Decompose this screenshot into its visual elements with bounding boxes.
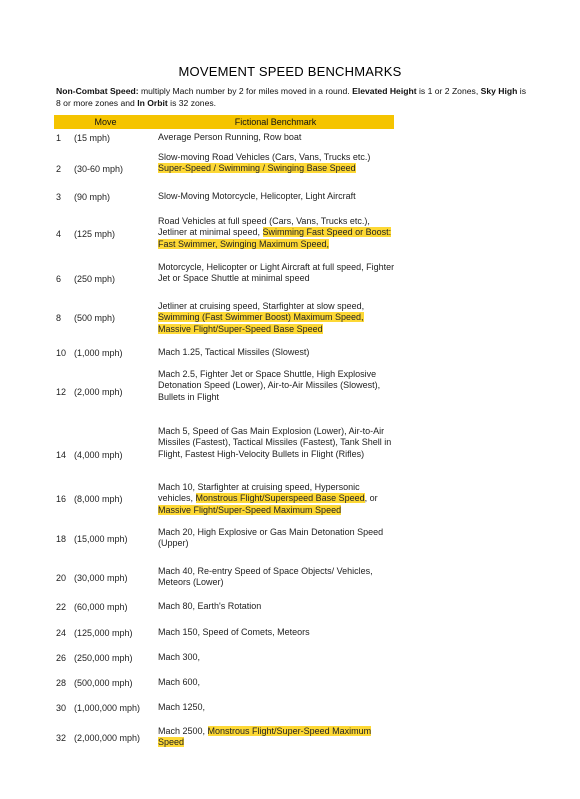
move-speed: (125 mph) <box>74 229 116 239</box>
benchmark-highlight: Super-Speed / Swimming / Swinging Base Speed <box>158 163 356 174</box>
benchmark-text: Mach 40, Re-entry Speed of Space Objects/ Vehicles, Meteors (Lower) <box>158 566 373 588</box>
benchmark-text: Slow-Moving Motorcycle, Helicopter, Light Aircraft <box>158 191 356 201</box>
move-cell <box>56 733 140 743</box>
intro-text-3: is 8 or more zones and <box>56 86 526 108</box>
benchmark-highlight: Swimming (Fast Swimmer Boost) Maximum Speed, Massive Flight/Super-Speed Base Speed <box>158 312 364 334</box>
benchmark-text: Mach 2.5, Fighter Jet or Space Shuttle, High Explosive Detonation Speed (Lower), Air-to-Air Missiles (Slowest), Bullets in Flight <box>158 369 381 402</box>
move-cell <box>56 573 128 583</box>
move-number: 32 <box>56 733 67 743</box>
benchmark-cell <box>158 566 396 589</box>
move-cell <box>56 348 123 358</box>
move-speed: (60,000 mph) <box>74 602 128 612</box>
benchmark-text: Mach 600, <box>158 677 201 687</box>
benchmark-cell <box>158 369 396 403</box>
move-number: 1 <box>56 133 62 143</box>
benchmark-highlight: Monstrous Flight/Superspeed Base Speed <box>195 493 365 504</box>
benchmark-text: Average Person Running, Row boat <box>158 132 302 142</box>
move-speed: (2,000 mph) <box>74 387 123 397</box>
move-number: 28 <box>56 678 67 688</box>
move-speed: (30-60 mph) <box>74 164 124 174</box>
move-cell <box>56 628 133 638</box>
benchmark-text: Mach 10, Starfighter at cruising speed, Hypersonic vehicles, <box>158 482 360 504</box>
intro-label-elevated: Elevated Height <box>352 86 417 96</box>
benchmark-cell <box>158 347 396 358</box>
move-cell <box>56 229 115 239</box>
benchmark-text: Road Vehicles at full speed (Cars, Vans, Trucks etc.), Jetliner at minimal speed, <box>158 216 370 238</box>
move-cell <box>56 494 123 504</box>
move-number: 16 <box>56 494 67 504</box>
benchmark-cell <box>158 677 396 688</box>
move-speed: (4,000 mph) <box>74 450 123 460</box>
move-number: 8 <box>56 313 62 323</box>
benchmark-text: , or <box>364 493 378 504</box>
benchmark-cell <box>158 262 396 285</box>
benchmark-text: Mach 5, Speed of Gas Main Explosion (Lower), Air-to-Air Missiles (Fastest), Tactical Missiles (Fastest), Tank Shell in Flight, Fastest High-Velocity Bullets in Flight (Rifles) <box>158 426 392 459</box>
move-speed: (250,000 mph) <box>74 653 133 663</box>
move-number: 4 <box>56 229 62 239</box>
move-number: 12 <box>56 387 67 397</box>
move-speed: (30,000 mph) <box>74 573 128 583</box>
intro-label-sky-high: Sky High <box>480 86 518 96</box>
move-number: 24 <box>56 628 67 638</box>
move-speed: (500 mph) <box>74 313 116 323</box>
benchmark-cell <box>158 152 396 175</box>
benchmark-highlight: Swimming Fast Speed or Boost: Fast Swimmer, Swinging Maximum Speed, <box>158 227 392 249</box>
move-cell <box>56 313 115 323</box>
move-number: 20 <box>56 573 67 583</box>
move-speed: (1,000 mph) <box>74 348 123 358</box>
move-cell <box>56 602 128 612</box>
benchmark-cell <box>158 527 396 550</box>
benchmark-cell <box>158 652 396 663</box>
benchmark-cell <box>158 216 396 250</box>
benchmark-text: Motorcycle, Helicopter or Light Aircraft at full speed, Fighter Jet or Space Shuttle at minimal speed <box>158 262 395 284</box>
intro-label-non-combat: Non-Combat Speed: <box>56 86 139 96</box>
benchmark-cell <box>158 726 396 749</box>
benchmark-text: Jetliner at cruising speed, Starfighter at slow speed, <box>158 301 365 311</box>
header-benchmark: Fictional Benchmark <box>234 117 317 127</box>
benchmark-cell <box>158 702 396 713</box>
benchmark-text: Mach 300, <box>158 652 201 662</box>
move-number: 18 <box>56 534 67 544</box>
benchmark-text: Mach 1250, <box>158 702 206 712</box>
benchmark-text: Mach 20, High Explosive or Gas Main Detonation Speed (Upper) <box>158 527 384 549</box>
move-speed: (250 mph) <box>74 274 116 284</box>
intro-label-in-orbit: In Orbit <box>137 97 168 108</box>
benchmark-text: Mach 150, Speed of Comets, Meteors <box>158 627 310 637</box>
move-number: 3 <box>56 192 62 202</box>
move-cell <box>56 703 140 713</box>
benchmark-text: Mach 2500, <box>158 726 208 736</box>
move-cell <box>56 164 123 174</box>
move-number: 10 <box>56 348 67 358</box>
benchmark-text: Mach 80, Earth's Rotation <box>158 601 262 611</box>
page-title: MOVEMENT SPEED BENCHMARKS <box>178 64 402 79</box>
benchmark-cell <box>158 132 396 143</box>
move-number: 2 <box>56 164 62 174</box>
move-cell <box>56 387 123 397</box>
move-number: 22 <box>56 602 67 612</box>
move-speed: (2,000,000 mph) <box>74 733 141 743</box>
intro-text-4: is 32 zones. <box>167 97 217 108</box>
benchmark-cell <box>158 627 396 638</box>
benchmark-cell <box>158 426 396 460</box>
move-number: 14 <box>56 450 67 460</box>
intro-text-1: multiply Mach number by 2 for miles moved in a round. <box>138 86 353 96</box>
table-header <box>54 115 394 129</box>
move-speed: (125,000 mph) <box>74 628 133 638</box>
move-cell <box>56 678 133 688</box>
move-cell <box>56 534 128 544</box>
benchmark-highlight: Monstrous Flight/Super-Speed Maximum Speed <box>158 726 372 748</box>
move-speed: (15,000 mph) <box>74 534 128 544</box>
move-number: 6 <box>56 274 62 284</box>
move-speed: (90 mph) <box>74 192 111 202</box>
benchmark-highlight: Massive Flight/Super-Speed Maximum Speed <box>158 504 342 515</box>
benchmark-cell <box>158 601 396 612</box>
move-speed: (1,000,000 mph) <box>74 703 141 713</box>
header-move: Move <box>94 117 117 127</box>
benchmark-text: Slow-moving Road Vehicles (Cars, Vans, Trucks etc.) <box>158 152 371 162</box>
intro-paragraph <box>56 86 526 109</box>
benchmark-text: Mach 1.25, Tactical Missiles (Slowest) <box>158 347 310 357</box>
move-cell <box>56 274 115 284</box>
move-number: 26 <box>56 653 67 663</box>
move-speed: (8,000 mph) <box>74 494 123 504</box>
move-cell <box>56 133 110 143</box>
benchmark-cell <box>158 482 396 516</box>
move-number: 30 <box>56 703 67 713</box>
move-speed: (15 mph) <box>74 133 111 143</box>
intro-text-2: is 1 or 2 Zones, <box>416 86 481 96</box>
move-cell <box>56 450 123 460</box>
move-cell <box>56 192 110 202</box>
move-cell <box>56 653 133 663</box>
move-speed: (500,000 mph) <box>74 678 133 688</box>
benchmark-cell <box>158 191 396 202</box>
benchmark-cell <box>158 301 396 335</box>
